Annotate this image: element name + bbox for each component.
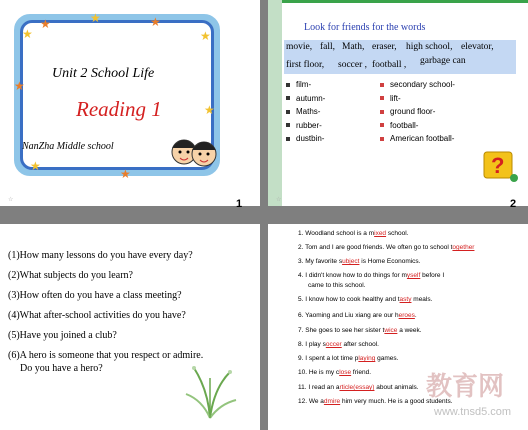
- list-item: ground floor-: [380, 107, 455, 121]
- sentence-number: 11.: [298, 384, 309, 391]
- sentence-text: I read an a: [308, 384, 340, 391]
- sentence: [298, 369, 371, 376]
- sentence: [298, 384, 419, 391]
- sentence-text: Tom and I are good friends. We often go to school t: [305, 244, 453, 251]
- question: (3)How often do you have a class meeting?: [8, 290, 182, 301]
- sentence-number: 9.: [298, 355, 306, 362]
- star-icon: ★: [120, 167, 131, 181]
- left-list: [286, 80, 325, 148]
- word: movie,: [286, 42, 313, 52]
- sentence-text: I play s: [305, 341, 326, 348]
- slide-3-thumbnail[interactable]: [0, 224, 260, 430]
- slide-2-thumbnail[interactable]: [268, 0, 528, 206]
- sentence-text: My favorite s: [305, 258, 343, 265]
- star-icon: ★: [14, 79, 25, 93]
- word: Math,: [342, 42, 365, 52]
- star-icon: ★: [150, 15, 161, 29]
- sentence-text: Yaoming and Liu xiang are our h: [305, 312, 399, 319]
- answer-blank: ogether: [452, 244, 475, 251]
- star-icon: ★: [90, 11, 101, 25]
- word: first floor,: [286, 60, 325, 70]
- sentence-number: 10.: [298, 369, 309, 376]
- sentence-number: 4.: [298, 272, 306, 279]
- grass-plant-icon: [180, 360, 240, 420]
- slide-subtitle: Reading 1: [76, 97, 162, 121]
- sentence-text: is Home Economics.: [359, 258, 421, 265]
- question: (6)A hero is someone that you respect or admire.: [8, 350, 204, 361]
- slide-number: 2: [510, 198, 517, 210]
- sentence-text: She goes to see her sister t: [305, 327, 385, 334]
- question: (2)What subjects do you learn?: [8, 270, 133, 281]
- word: fall,: [320, 42, 336, 52]
- word: garbage can: [420, 56, 466, 66]
- question: (1)How many lessons do you have every day?: [8, 250, 193, 261]
- sentence: [298, 230, 408, 237]
- answer-blank: ubject: [342, 258, 360, 265]
- slide-4-thumbnail[interactable]: [268, 224, 528, 430]
- sentence: [298, 355, 398, 362]
- side-band: [268, 0, 282, 206]
- word: soccer ,: [338, 60, 368, 70]
- watermark: 教育网: [426, 371, 505, 401]
- list-item: dustbin-: [286, 134, 325, 148]
- cartoon-kids-icon: [168, 128, 220, 172]
- answer-blank: dmire: [323, 398, 341, 405]
- question: (5)Have you joined a club?: [8, 330, 117, 341]
- slide-title: Unit 2 School Life: [52, 66, 155, 81]
- sentence: [298, 244, 474, 251]
- slide-heading: Look for friends for the words: [304, 22, 426, 33]
- top-accent-line: [268, 0, 528, 3]
- list-item: film-: [286, 80, 325, 94]
- list-item: autumn-: [286, 94, 325, 108]
- answer-blank: wice: [384, 327, 398, 334]
- star-icon: ★: [204, 103, 215, 117]
- sentence-text: meals.: [411, 296, 433, 303]
- svg-text:?: ?: [491, 153, 505, 178]
- sentence: [308, 282, 365, 289]
- sentence-text: He is my c: [308, 369, 340, 376]
- question: (4)What after-school activities do you have?: [8, 310, 186, 321]
- sentence-text: came to this school.: [308, 282, 366, 289]
- sentence-text: .: [414, 312, 417, 319]
- word: high school,: [406, 42, 453, 52]
- sentence-number: 12.: [298, 398, 309, 405]
- sentence: [298, 312, 417, 319]
- right-list: [380, 80, 455, 148]
- slide-number: 1: [236, 198, 243, 210]
- slide-1-thumbnail[interactable]: [0, 0, 260, 206]
- answer-blank: yself: [406, 272, 421, 279]
- sentence: [298, 272, 444, 279]
- sentence: [298, 296, 432, 303]
- sentence-text: him very much. He is a good students.: [340, 398, 453, 405]
- star-icon: ★: [200, 29, 211, 43]
- list-item: secondary school-: [380, 80, 455, 94]
- question: Do you have a hero?: [20, 363, 103, 374]
- list-item: Maths-: [286, 107, 325, 121]
- answer-blank: occer: [325, 341, 342, 348]
- answer-blank: asty: [399, 296, 412, 303]
- sentence-text: after school.: [341, 341, 379, 348]
- answer-blank: lose: [339, 369, 352, 376]
- word: elevator,: [461, 42, 494, 52]
- sentence-number: 1.: [298, 230, 306, 237]
- sentence-number: 2.: [298, 244, 306, 251]
- sentence-text: games.: [375, 355, 399, 362]
- sentence-number: 6.: [298, 312, 306, 319]
- answer-blank: ixed: [374, 230, 387, 237]
- word: eraser,: [372, 42, 397, 52]
- star-icon: ★: [40, 17, 51, 31]
- star-icon: ★: [22, 27, 33, 41]
- list-item: football-: [380, 121, 455, 135]
- star-icon: ★: [30, 159, 41, 173]
- sentence-text: friend.: [351, 369, 371, 376]
- list-item: lift-: [380, 94, 455, 108]
- sentence-text: I know how to cook healthy and t: [305, 296, 400, 303]
- sentence-text: before I: [420, 272, 445, 279]
- sentence-number: 8.: [298, 341, 306, 348]
- sentence-number: 7.: [298, 327, 306, 334]
- sentence-text: school.: [386, 230, 409, 237]
- sentence-text: a week.: [397, 327, 422, 334]
- sentence-text: about animals.: [374, 384, 419, 391]
- list-item: American football-: [380, 134, 455, 148]
- list-item: rubber-: [286, 121, 325, 135]
- answer-blank: laying: [358, 355, 376, 362]
- sentence-number: 5.: [298, 296, 306, 303]
- watermark-url: www.tnsd5.com: [434, 406, 512, 418]
- sentence: [298, 341, 379, 348]
- sentence: [298, 327, 422, 334]
- sentence: [298, 398, 453, 405]
- sentence-text: I didn't know how to do things for m: [305, 272, 407, 279]
- answer-blank: eroes: [398, 312, 415, 319]
- sentence-text: Woodland school is a m: [305, 230, 375, 237]
- sentence: [298, 258, 420, 265]
- answer-blank: rticle(essay): [339, 384, 375, 391]
- word: football ,: [372, 60, 407, 70]
- slide-icon: ☆: [8, 197, 14, 203]
- sentence-text: We a: [308, 398, 324, 405]
- question-mark-icon: [480, 148, 520, 184]
- slide-icon: ☆: [276, 197, 282, 203]
- sentence-text: I spent a lot time p: [305, 355, 359, 362]
- sentence-number: 3.: [298, 258, 306, 265]
- school-name: NanZha Middle school: [22, 141, 114, 152]
